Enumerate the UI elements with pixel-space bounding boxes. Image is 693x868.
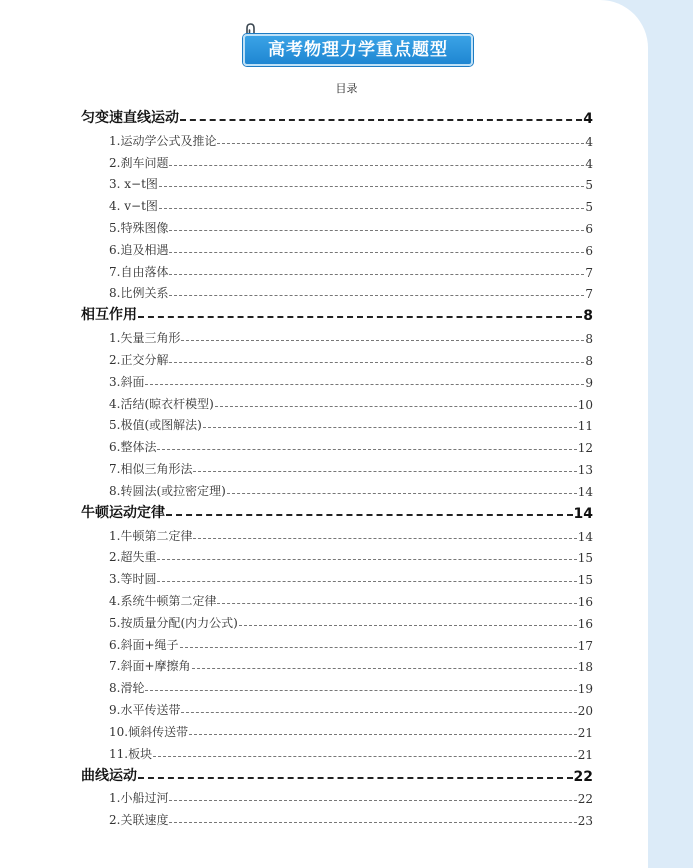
toc-page-number: 8 xyxy=(585,353,593,368)
toc-entry-label: 11.板块 xyxy=(109,746,153,761)
toc-entry-label: 1.牛顿第二定律 xyxy=(109,528,193,543)
toc-entry-row[interactable] xyxy=(81,324,593,346)
toc-page-number: 18 xyxy=(577,660,593,675)
dot-leader xyxy=(217,603,576,604)
toc-page-number: 7 xyxy=(585,287,593,302)
toc-section-row[interactable] xyxy=(81,499,593,522)
dot-leader xyxy=(169,362,584,363)
toc-title: 目录 xyxy=(335,82,358,95)
toc-entry-label: 7.相似三角形法 xyxy=(109,461,193,476)
dot-leader xyxy=(159,208,584,209)
dot-leader xyxy=(157,449,576,450)
dot-leader xyxy=(215,406,577,407)
toc-page-number: 5 xyxy=(585,200,593,215)
toc-entry-row[interactable] xyxy=(81,696,593,718)
toc-entry-row[interactable] xyxy=(81,127,593,149)
toc-section-row[interactable] xyxy=(81,301,593,324)
toc-page-number: 13 xyxy=(577,462,593,477)
toc-entry-label: 8.滑轮 xyxy=(109,681,145,696)
dot-leader xyxy=(169,165,584,166)
toc-entry-label: 3.等时圆 xyxy=(109,572,157,587)
toc-page-number: 12 xyxy=(577,441,593,456)
dot-leader xyxy=(180,119,582,121)
toc-entry-row[interactable] xyxy=(81,412,593,434)
dot-leader xyxy=(181,340,584,341)
toc-entry-row[interactable] xyxy=(81,214,593,236)
toc-entry-row[interactable] xyxy=(81,522,593,544)
dot-leader xyxy=(169,800,576,801)
toc-entry-row[interactable] xyxy=(81,258,593,280)
dot-leader xyxy=(189,734,577,735)
toc-page-number: 21 xyxy=(577,747,593,762)
toc-page-number: 7 xyxy=(585,265,593,280)
dot-leader xyxy=(193,538,576,539)
toc-entry-label: 8.比例关系 xyxy=(109,286,169,301)
toc-entry-row[interactable] xyxy=(81,346,593,368)
dot-leader xyxy=(180,647,577,648)
toc-page-number: 11 xyxy=(577,419,593,434)
toc-entry-label: 5.特殊图像 xyxy=(109,220,169,235)
toc-entry-label: 1.矢量三角形 xyxy=(109,331,181,346)
dot-leader xyxy=(169,252,584,253)
dot-leader xyxy=(166,514,573,516)
toc-entry-row[interactable] xyxy=(81,631,593,653)
toc-entry-row[interactable] xyxy=(81,236,593,258)
dot-leader xyxy=(217,143,584,144)
toc-section-title: 相互作用 xyxy=(81,307,137,324)
toc-entry-label: 6.斜面+绳子 xyxy=(109,637,179,652)
toc-page-number: 14 xyxy=(577,484,593,499)
toc-page-number: 6 xyxy=(585,243,593,258)
toc-entry-row[interactable] xyxy=(81,587,593,609)
toc-page-number: 21 xyxy=(577,725,593,740)
toc-entry-label: 5.按质量分配(内力公式) xyxy=(109,615,238,630)
toc-entry-label: 2.刹车问题 xyxy=(109,155,169,170)
toc-entry-row[interactable] xyxy=(81,192,593,214)
dot-leader xyxy=(153,756,577,757)
dot-leader xyxy=(169,230,584,231)
toc-entry-row[interactable] xyxy=(81,544,593,566)
dot-leader xyxy=(138,777,573,779)
dot-leader xyxy=(192,668,577,669)
toc-entry-label: 6.追及相遇 xyxy=(109,242,169,257)
toc-page-number: 4 xyxy=(583,111,593,127)
toc-entry-label: 1.运动学公式及推论 xyxy=(109,133,217,148)
toc-entry-row[interactable] xyxy=(81,171,593,193)
toc-entry-row[interactable] xyxy=(81,433,593,455)
dot-leader xyxy=(227,493,577,494)
toc-page-number: 10 xyxy=(577,397,593,412)
toc-entry-label: 7.斜面+摩擦角 xyxy=(109,659,191,674)
toc-page-number: 16 xyxy=(577,594,593,609)
dot-leader xyxy=(159,186,584,187)
toc-section-row[interactable] xyxy=(81,104,593,127)
banner-title: 高考物理力学重点题型 xyxy=(243,34,473,66)
toc-entry-label: 1.小船过河 xyxy=(109,791,169,806)
toc-page-number: 4 xyxy=(585,156,593,171)
toc-page-number: 22 xyxy=(577,792,593,807)
toc-entry-row[interactable] xyxy=(81,455,593,477)
toc-entry-label: 6.整体法 xyxy=(109,440,157,455)
toc-page-number: 4 xyxy=(585,134,593,149)
toc-page-number: 16 xyxy=(577,616,593,631)
toc-entry-row[interactable] xyxy=(81,280,593,302)
toc-entry-row[interactable] xyxy=(81,609,593,631)
toc-entry-row[interactable] xyxy=(81,653,593,675)
dot-leader xyxy=(145,384,584,385)
toc-entry-label: 4.活结(晾衣杆模型) xyxy=(109,396,214,411)
toc-page-number: 6 xyxy=(585,221,593,236)
toc-page-number: 8 xyxy=(585,332,593,347)
dot-leader xyxy=(169,295,584,296)
toc-section-title: 匀变速直线运动 xyxy=(81,110,179,126)
toc-entry-row[interactable] xyxy=(81,477,593,499)
toc-section-title: 曲线运动 xyxy=(81,767,137,784)
toc-entry-label: 7.自由落体 xyxy=(109,264,169,279)
toc-entry-row[interactable] xyxy=(81,806,593,828)
toc-entry-row[interactable] xyxy=(81,390,593,412)
toc-section-row[interactable] xyxy=(81,762,593,785)
dot-leader xyxy=(157,559,576,560)
toc-page-number: 14 xyxy=(577,529,593,544)
toc-page-number: 20 xyxy=(577,703,593,718)
toc-section-title: 牛顿运动定律 xyxy=(81,504,165,521)
toc-entry-label: 2.超失重 xyxy=(109,550,157,565)
toc-entry-label: 2.正交分解 xyxy=(109,352,169,367)
toc-entry-label: 3.斜面 xyxy=(109,374,145,389)
toc-entry-label: 2.关联速度 xyxy=(109,813,169,828)
dot-leader xyxy=(157,581,576,582)
dot-leader xyxy=(138,316,582,318)
toc-entry-label: 3. x−t图 xyxy=(109,177,158,192)
table-of-contents xyxy=(81,104,593,828)
toc-entry-row[interactable] xyxy=(81,785,593,807)
dot-leader xyxy=(181,712,576,713)
toc-page-number: 8 xyxy=(583,308,593,325)
toc-entry-row[interactable] xyxy=(81,718,593,740)
dot-leader xyxy=(169,274,584,275)
toc-entry-row[interactable] xyxy=(81,368,593,390)
toc-page-number: 19 xyxy=(577,682,593,697)
toc-entry-row[interactable] xyxy=(81,149,593,171)
toc-entry-label: 5.极值(或图解法) xyxy=(109,418,202,433)
dot-leader xyxy=(239,625,577,626)
toc-entry-label: 4. v−t图 xyxy=(109,199,158,214)
dot-leader xyxy=(203,427,577,428)
toc-page-number: 15 xyxy=(577,551,593,566)
toc-entry-label: 4.系统牛顿第二定律 xyxy=(109,593,217,608)
toc-page-number: 23 xyxy=(577,814,593,829)
dot-leader xyxy=(145,690,576,691)
toc-page-number: 22 xyxy=(573,768,593,785)
dot-leader xyxy=(193,471,576,472)
toc-page-number: 17 xyxy=(577,638,593,653)
toc-page-number: 14 xyxy=(573,505,593,522)
toc-entry-label: 10.倾斜传送带 xyxy=(109,724,189,739)
toc-page-number: 5 xyxy=(585,178,593,193)
dot-leader xyxy=(169,822,576,823)
toc-entry-label: 9.水平传送带 xyxy=(109,702,181,717)
toc-entry-label: 8.转圆法(或拉密定理) xyxy=(109,483,226,498)
toc-entry-row[interactable] xyxy=(81,674,593,696)
toc-page-number: 15 xyxy=(577,573,593,588)
toc-entry-row[interactable] xyxy=(81,565,593,587)
toc-page-number: 9 xyxy=(585,375,593,390)
toc-entry-row[interactable] xyxy=(81,740,593,762)
